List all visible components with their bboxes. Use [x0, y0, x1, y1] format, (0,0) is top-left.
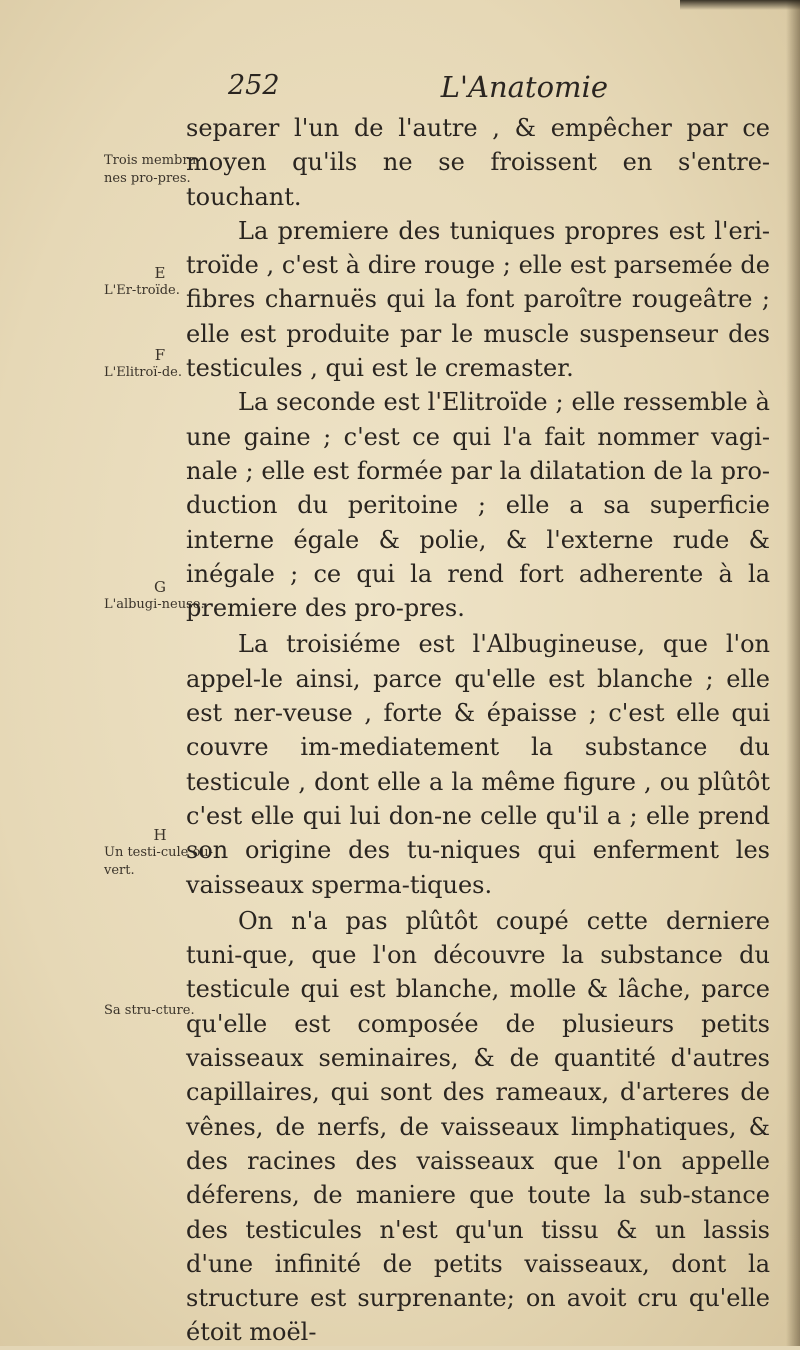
page-number: 252	[228, 70, 280, 101]
margin-note: Sa stru-cture.	[104, 1003, 195, 1018]
page-header	[228, 70, 608, 110]
paragraph: La troisiéme est l'Albugineuse, que l'on appel-le ainsi, parce qu'elle est blanche ; elle est ner-veuse , forte & épaisse ; c'est elle qui couvre im-mediatement la substance du testicule , dont elle a la même figure , ou plûtôt c'est elle qui lui don-ne celle qu'il a ; elle prend son origine des tu-niques qui enferment les vaisseaux sperma-tiques.	[186, 630, 770, 899]
paragraph: La premiere des tuniques propres est l'eri-troïde , c'est à dire rouge ; elle est parsemée de fibres charnuës qui la font paroître rougeâtre ; elle est produite par le muscle suspenseur des testicules , qui est le cremaster.	[186, 216, 770, 383]
page-corner-shadow	[680, 0, 800, 10]
body-text	[186, 111, 770, 1350]
margin-note: Trois membra-nes pro-pres.	[104, 153, 201, 186]
running-title: L'Anatomie	[440, 70, 608, 104]
paragraph: separer l'un de l'autre , & empêcher par ce moyen qu'ils ne se froissent en s'entre-touchant.	[186, 114, 770, 211]
margin-note: F L'Elitroï-de.	[104, 346, 182, 380]
margin-note: E L'Er-troïde.	[104, 264, 180, 298]
paragraph: On n'a pas plûtôt coupé cette derniere tuni-que, que l'on découvre la substance du testicule qui est blanche, molle & lâche, parce qu'elle est composée de plusieurs petits vaisseaux seminaires, & de quantité d'autres capillaires, qui sont des rameaux, d'arteres de vênes, de nerfs, de vaisseaux limphatiques, & des racines des vaisseaux que l'on appelle déferens, de maniere que toute la sub-stance des testicules n'est qu'un tissu & un lassis d'une infinité de petits vaisseaux, dont la structure est surprenante; on avoit cru qu'elle étoit moël-	[186, 906, 770, 1347]
margin-note: H Un testi-cule ou-vert.	[104, 826, 214, 878]
margin-note: G L'albugi-neuse.	[104, 578, 205, 612]
paragraph: La seconde est l'Elitroïde ; elle ressemble à une gaine ; c'est ce qui l'a fait nommer vagi-nale ; elle est formée par la dilatation de la pro-duction du peritoine ; elle a sa superficie interne égale & polie, & l'externe rude & inégale ; ce qui la rend fort adherente à la premiere des pro-pres.	[186, 388, 770, 623]
page-edge-shadow	[786, 0, 800, 1346]
